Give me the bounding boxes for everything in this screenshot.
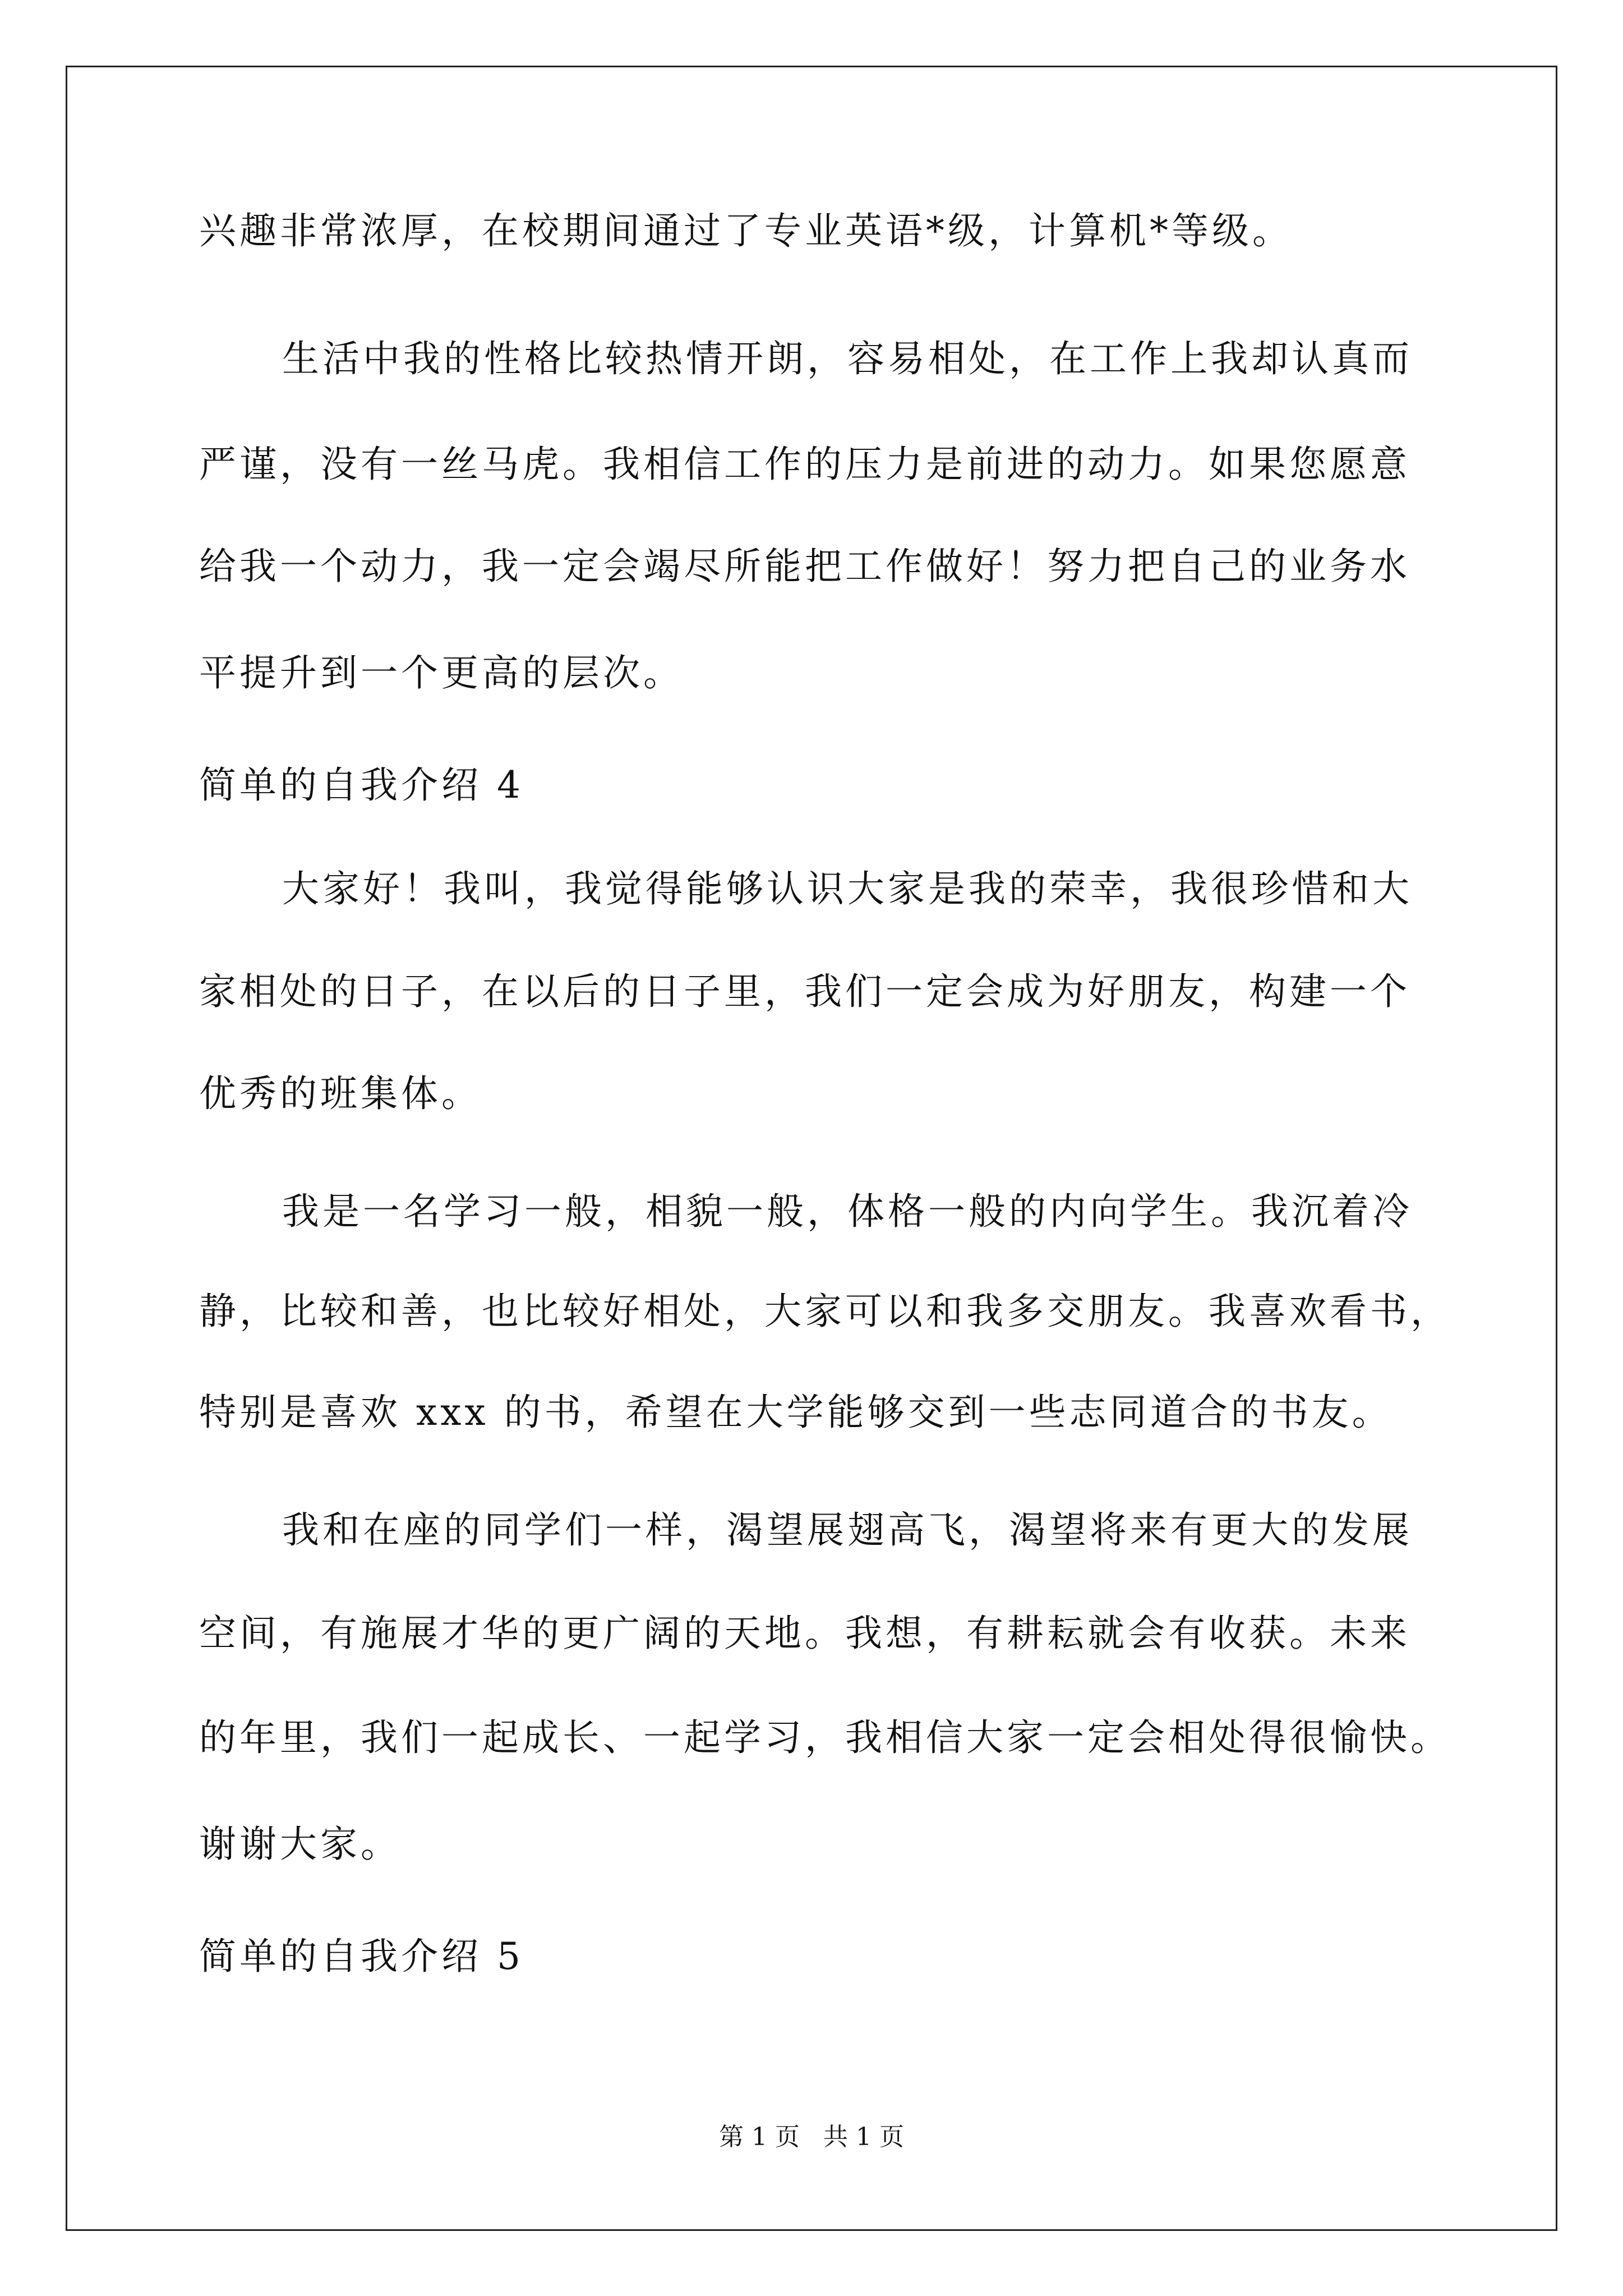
- paragraph-line: 我是一名学习一般，相貌一般，体格一般的内向学生。我沉着冷: [282, 1190, 1413, 1233]
- paragraph-line: 静，比较和善，也比较好相处，大家可以和我多交朋友。我喜欢看书，: [199, 1290, 1451, 1333]
- paragraph-line: 优秀的班集体。: [199, 1072, 482, 1115]
- paragraph-line: 兴趣非常浓厚，在校期间通过了专业英语*级，计算机*等级。: [199, 209, 1293, 252]
- paragraph-line: 严谨，没有一丝马虎。我相信工作的压力是前进的动力。如果您愿意: [199, 443, 1410, 486]
- paragraph-line: 的年里，我们一起成长、一起学习，我相信大家一定会相处得很愉快。: [199, 1716, 1451, 1759]
- paragraph-line: 特别是喜欢 xxx 的书，希望在大学能够交到一些志同道合的书友。: [199, 1391, 1393, 1434]
- page-border: [66, 66, 1557, 2231]
- page-number-footer: 第 1 页 共 1 页: [719, 2123, 904, 2151]
- paragraph-line: 谢谢大家。: [199, 1823, 401, 1866]
- paragraph-line: 大家好！我叫，我觉得能够认识大家是我的荣幸，我很珍惜和大: [282, 867, 1413, 910]
- section-heading: 简单的自我介绍 4: [199, 763, 524, 807]
- paragraph-line: 给我一个动力，我一定会竭尽所能把工作做好！努力把自己的业务水: [199, 545, 1410, 588]
- paragraph-line: 生活中我的性格比较热情开朗，容易相处，在工作上我却认真而: [282, 337, 1413, 380]
- paragraph-line: 空间，有施展才华的更广阔的天地。我想，有耕耘就会有收获。未来: [199, 1612, 1410, 1655]
- paragraph-line: 平提升到一个更高的层次。: [199, 651, 684, 694]
- paragraph-line: 我和在座的同学们一样，渴望展翅高飞，渴望将来有更大的发展: [282, 1508, 1413, 1552]
- paragraph-line: 家相处的日子，在以后的日子里，我们一定会成为好朋友，构建一个: [199, 970, 1410, 1013]
- section-heading: 简单的自我介绍 5: [199, 1935, 524, 1978]
